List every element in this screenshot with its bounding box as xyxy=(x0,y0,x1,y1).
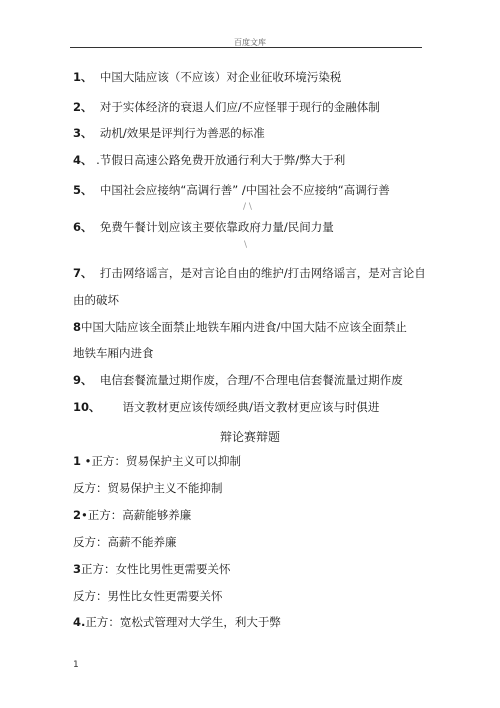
topic-item-continued: 地铁车厢内进食 xyxy=(73,346,154,360)
debate-item: 反方：男性比女性更需要关怀 xyxy=(73,589,223,603)
stray-mark: / \ xyxy=(243,202,252,212)
topic-item: 5、 中国社会应接纳“高调行善” /中国社会不应接纳“高调行善 xyxy=(73,183,390,197)
topic-item: 9、 电信套餐流量过期作废，合理/不合理电信套餐流量过期作废 xyxy=(73,373,403,387)
topic-item-continued: 由的破坏 xyxy=(73,293,119,307)
debate-item: 反方：贸易保护主义不能抑制 xyxy=(73,481,223,495)
debate-item: 反方：高薪不能养廉 xyxy=(73,535,177,549)
debate-item: 4.正方：宽松式管理对大学生，利大于弊 xyxy=(73,615,281,629)
topic-item: 1、 中国大陆应该（不应该）对企业征收环境污染税 xyxy=(73,70,342,84)
header-divider xyxy=(70,47,422,48)
topic-item: 8中国大陆应该全面禁止地铁车厢内进食/中国大陆不应该全面禁止 xyxy=(73,320,407,334)
debate-item: 1 •正方：贸易保护主义可以抑制 xyxy=(73,454,241,468)
debate-item: 3正方：女性比男性更需要关怀 xyxy=(73,562,231,576)
stray-mark: \ xyxy=(244,240,248,250)
topic-item: 7、 打击网络谣言，是对言论自由的维护/打击网络谣言，是对言论自 xyxy=(73,266,426,280)
debate-item: 2•正方：高薪能够养廉 xyxy=(73,508,192,522)
topic-item: 10、 语文教材更应该传颂经典/语文教材更应该与时俱进 xyxy=(73,400,380,414)
topic-item: 3、 动机/效果是评判行为善恶的标准 xyxy=(73,126,265,140)
topic-item: 2、 对于实体经济的衰退人们应/不应怪罪于现行的金融体制 xyxy=(73,100,380,114)
topic-item: 4、 .节假日高速公路免费开放通行利大于弊/弊大于利 xyxy=(73,153,346,167)
page-header: 百度文库 xyxy=(234,38,266,47)
topic-item: 6、 免费午餐计划应该主要依靠政府力量/民间力量 xyxy=(73,220,334,234)
page-number: 1 xyxy=(73,660,79,670)
section-title: 辩论赛辩题 xyxy=(219,430,280,444)
